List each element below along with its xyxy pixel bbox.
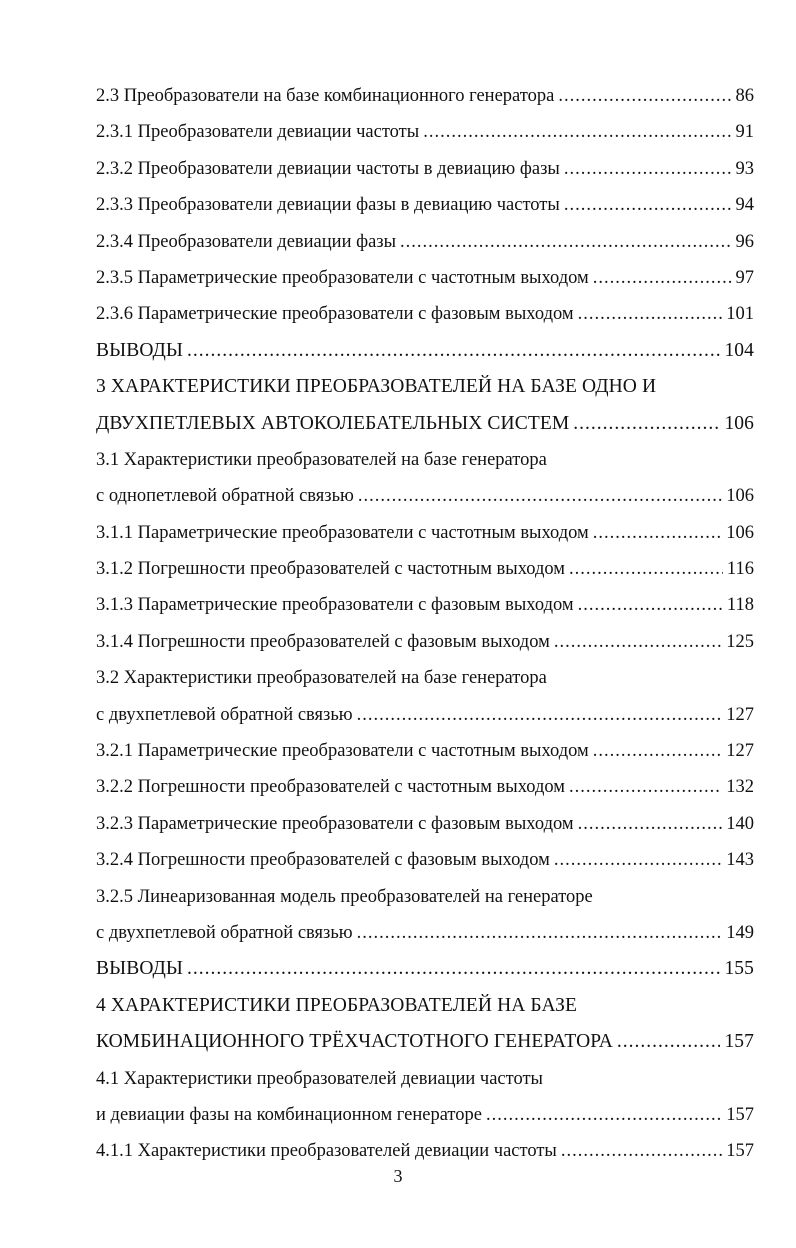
toc-entry-page: 127 [726,704,754,725]
toc-dot-leader [593,733,722,769]
toc-entry-page: 94 [735,195,754,216]
toc-entry [96,369,754,405]
toc-entry [96,951,754,987]
toc-entry [96,442,754,478]
toc-dot-leader [569,769,722,805]
toc-entry-page: 97 [735,267,754,288]
toc-entry-title: 4.1 Характеристики преобразователей девиации частоты [96,1068,543,1089]
toc-entry [96,769,754,805]
toc-dot-leader [573,406,720,442]
toc-entry-page: 104 [724,339,754,361]
toc-entry-title: 2.3.4 Преобразователи девиации фазы [96,231,397,252]
toc-entry [96,733,754,769]
toc-entry-title: 2.3 Преобразователи на базе комбинационного генератора [96,86,555,106]
toc-dot-leader [578,296,723,332]
toc-entry-page: 106 [726,486,754,507]
toc-entry [96,915,754,951]
toc-entry [96,624,754,660]
toc-entry-page: 116 [726,559,754,580]
toc-entry [96,1024,754,1060]
toc-entry [96,296,754,332]
toc-entry [96,1133,754,1169]
toc-entry-title: 3.1 Характеристики преобразователей на базе генератора [96,449,547,470]
toc-entry-page: 125 [726,631,754,652]
toc-entry [96,78,754,114]
toc-entry [96,842,754,878]
toc-entry-title: 3.2.2 Погрешности преобразователей с частотным выходом [96,777,565,798]
toc-entry [96,515,754,551]
toc-dot-leader [593,260,732,296]
toc-entry-title: 4.1.1 Характеристики преобразователей девиации частоты [96,1141,557,1162]
toc-entry-title: 3.1.1 Параметрические преобразователи с частотным выходом [96,522,589,543]
toc-entry-page: 118 [726,595,754,616]
toc-entry-title: 3.2.4 Погрешности преобразователей с фазовым выходом [96,850,550,871]
toc-entry [96,660,754,696]
toc-entry-title: КОМБИНАЦИОННОГО ТРЁХЧАСТОТНОГО ГЕНЕРАТОРА [96,1031,613,1053]
toc-entry [96,406,754,442]
toc-entry [96,260,754,296]
toc-entry-title: и девиации фазы на комбинационном генераторе [96,1104,482,1125]
table-of-contents [96,78,754,1170]
toc-entry-title: 2.3.2 Преобразователи девиации частоты в девиацию фазы [96,158,560,179]
page-number: 3 [393,1166,403,1186]
toc-dot-leader [569,551,723,587]
toc-entry-page: 96 [735,231,754,252]
toc-dot-leader [357,697,723,733]
toc-dot-leader [358,478,722,514]
toc-entry-title: с двухпетлевой обратной связью [96,704,353,725]
toc-entry-title: 3.2.1 Параметрические преобразователи с частотным выходом [96,741,589,762]
toc-entry-page: 157 [724,1031,754,1053]
toc-entry-page: 91 [735,122,754,143]
toc-entry-title: с однопетлевой обратной связью [96,486,354,507]
toc-entry-title: с двухпетлевой обратной связью [96,922,353,943]
toc-entry-page: 127 [726,741,754,762]
toc-dot-leader [486,1097,722,1133]
toc-entry-page: 157 [726,1104,754,1125]
toc-entry-page: 140 [726,813,754,834]
toc-entry-title: 3.2 Характеристики преобразователей на базе генератора [96,668,547,689]
toc-entry-title: 3.1.2 Погрешности преобразователей с частотным выходом [96,559,565,580]
toc-entry-title: 4 ХАРАКТЕРИСТИКИ ПРЕОБРАЗОВАТЕЛЕЙ НА БАЗЕ [96,994,578,1016]
toc-dot-leader [554,624,722,660]
toc-entry-title: 2.3.5 Параметрические преобразователи с частотным выходом [96,267,589,288]
toc-entry-title: 3.1.3 Параметрические преобразователи с фазовым выходом [96,595,574,616]
toc-dot-leader [564,187,732,223]
toc-dot-leader [561,1133,722,1169]
toc-entry-title: ВЫВОДЫ [96,339,184,361]
toc-entry [96,1061,754,1097]
toc-dot-leader [554,842,722,878]
toc-dot-leader [564,151,732,187]
toc-entry-page: 155 [724,958,754,980]
toc-entry-page: 86 [735,86,754,106]
toc-entry [96,114,754,150]
toc-entry-title: 2.3.3 Преобразователи девиации фазы в девиацию частоты [96,195,560,216]
toc-entry [96,551,754,587]
toc-entry [96,151,754,187]
toc-entry-title: 3.1.4 Погрешности преобразователей с фазовым выходом [96,631,550,652]
toc-entry [96,697,754,733]
toc-dot-leader [558,78,731,114]
toc-entry-title: ВЫВОДЫ [96,958,184,980]
toc-entry-title: ДВУХПЕТЛЕВЫХ АВТОКОЛЕБАТЕЛЬНЫХ СИСТЕМ [96,412,570,434]
toc-dot-leader [357,915,723,951]
toc-entry [96,988,754,1024]
toc-entry [96,1097,754,1133]
toc-entry-page: 132 [726,777,754,798]
toc-entry [96,879,754,915]
toc-dot-leader [187,333,720,369]
toc-dot-leader [578,806,723,842]
toc-dot-leader [578,587,723,623]
toc-dot-leader [593,515,722,551]
toc-entry-page: 149 [726,922,754,943]
toc-entry [96,187,754,223]
toc-entry-page: 106 [724,412,754,434]
toc-entry-title: 3.2.3 Параметрические преобразователи с фазовым выходом [96,813,574,834]
toc-entry-page: 93 [735,158,754,179]
toc-entry-page: 101 [726,304,754,325]
toc-entry-title: 3 ХАРАКТЕРИСТИКИ ПРЕОБРАЗОВАТЕЛЕЙ НА БАЗЕ ОДНО И [96,376,657,398]
toc-entry-page: 143 [726,850,754,871]
toc-entry-page: 106 [726,522,754,543]
toc-entry-title: 2.3.1 Преобразователи девиации частоты [96,122,420,143]
toc-entry [96,224,754,260]
toc-dot-leader [400,224,731,260]
toc-entry-title: 2.3.6 Параметрические преобразователи с фазовым выходом [96,304,574,325]
toc-entry-title: 3.2.5 Линеаризованная модель преобразователей на генераторе [96,886,593,907]
toc-dot-leader [187,951,720,987]
toc-entry [96,333,754,369]
toc-dot-leader [617,1024,721,1060]
toc-entry [96,806,754,842]
toc-entry [96,587,754,623]
toc-entry-page: 157 [726,1141,754,1162]
toc-entry [96,478,754,514]
toc-dot-leader [423,114,731,150]
